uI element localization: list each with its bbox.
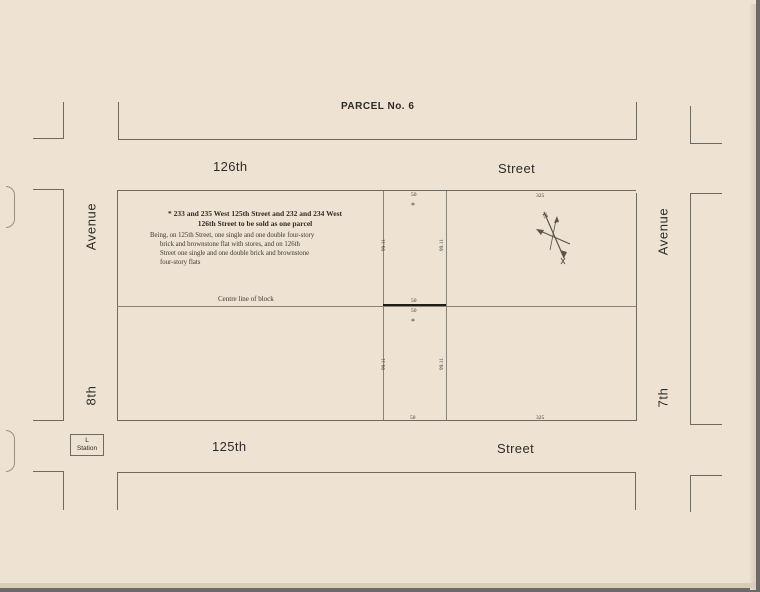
north-arrow-icon bbox=[532, 206, 576, 266]
parcel-note-title-line1: * 233 and 235 West 125th Street and 232 and 234 West bbox=[168, 209, 342, 218]
dim-north-depth-left: 99.11 bbox=[381, 238, 388, 252]
parcel-note-title bbox=[140, 209, 370, 229]
dim-east-north: 325 bbox=[536, 193, 545, 199]
station-line2: Station bbox=[76, 445, 98, 452]
sw-corner-horizontal bbox=[33, 471, 64, 472]
parcel-note-desc-line1: Being, on 125th Street, one single and one double four-story bbox=[150, 232, 315, 239]
dim-centre-bottom: 50 bbox=[411, 308, 417, 314]
parcel-title: PARCEL No. 6 bbox=[341, 101, 415, 112]
main-block-top bbox=[117, 190, 636, 191]
parcel-east-line bbox=[446, 191, 447, 420]
parcel-note-desc-line2: brick and brownstone flat with stores, and on 126th bbox=[160, 241, 300, 248]
avenue-label-7th: 7th bbox=[655, 387, 671, 408]
street-label-125th: 125th bbox=[212, 439, 247, 454]
dim-centre-top: 50 bbox=[411, 298, 417, 304]
centre-line bbox=[117, 306, 636, 307]
binding-ring bbox=[6, 186, 15, 228]
avenue-label-8th: 8th bbox=[83, 385, 99, 406]
nw-corner-horizontal bbox=[33, 138, 64, 139]
binding-ring bbox=[6, 430, 15, 472]
east-block-left-edge bbox=[690, 193, 691, 425]
se-corner-vertical bbox=[690, 475, 691, 512]
parcel-note-title-line2: 126th Street to be sold as one parcel bbox=[197, 219, 313, 228]
street-label-street-north: Street bbox=[498, 161, 536, 176]
dim-south-front: 50 bbox=[410, 415, 416, 421]
north-block-left-edge bbox=[118, 102, 119, 139]
dim-north-depth-right: 99.11 bbox=[439, 238, 446, 252]
dim-south-depth-right: 99.11 bbox=[439, 357, 446, 371]
page-edge bbox=[750, 4, 756, 590]
dim-east-south: 325 bbox=[536, 415, 545, 421]
ne-corner-vertical bbox=[690, 106, 691, 143]
nw-corner-vertical bbox=[63, 102, 64, 139]
street-label-street-south: Street bbox=[497, 441, 535, 456]
south-block-top-edge bbox=[117, 472, 636, 473]
west-block-bottom-edge bbox=[33, 420, 64, 421]
se-corner-horizontal bbox=[690, 475, 722, 476]
main-block-bottom bbox=[117, 420, 637, 421]
south-block-right-edge bbox=[635, 472, 636, 510]
parcel-note-desc-line3: Street one single and one double brick and brownstone bbox=[160, 250, 310, 257]
sw-corner-vertical bbox=[63, 471, 64, 510]
south-block-left-edge bbox=[117, 472, 118, 510]
street-label-126th: 126th bbox=[213, 159, 248, 174]
north-block-bottom-edge bbox=[118, 139, 637, 140]
station-line1: L bbox=[85, 437, 89, 444]
avenue-label-east-top: Avenue bbox=[655, 207, 671, 256]
east-block-top-edge bbox=[690, 193, 722, 194]
dim-south-depth-left: 99.11 bbox=[381, 357, 388, 371]
avenue-label-west-top: Avenue bbox=[83, 202, 99, 251]
lot-marker-north: * bbox=[411, 201, 415, 210]
centre-line-label: Centre line of block bbox=[218, 295, 274, 303]
l-station-marker bbox=[70, 434, 104, 456]
compass-north-letter: N bbox=[541, 211, 550, 221]
parcel-note-description bbox=[150, 231, 355, 267]
dim-north-front: 50 bbox=[411, 192, 417, 198]
parcel-note-desc-line4: four-story flats bbox=[160, 259, 201, 266]
north-block-right-edge bbox=[636, 102, 637, 139]
ne-corner-horizontal bbox=[690, 143, 722, 144]
lot-marker-south: * bbox=[411, 317, 415, 326]
page-edge-bottom bbox=[0, 583, 756, 588]
east-block-bottom-edge bbox=[690, 424, 722, 425]
main-block-left bbox=[117, 190, 118, 420]
west-block-right-edge bbox=[63, 189, 64, 421]
west-block-top-edge bbox=[33, 189, 64, 190]
main-block-right bbox=[636, 193, 637, 421]
parcel-centre-segment bbox=[383, 304, 446, 306]
